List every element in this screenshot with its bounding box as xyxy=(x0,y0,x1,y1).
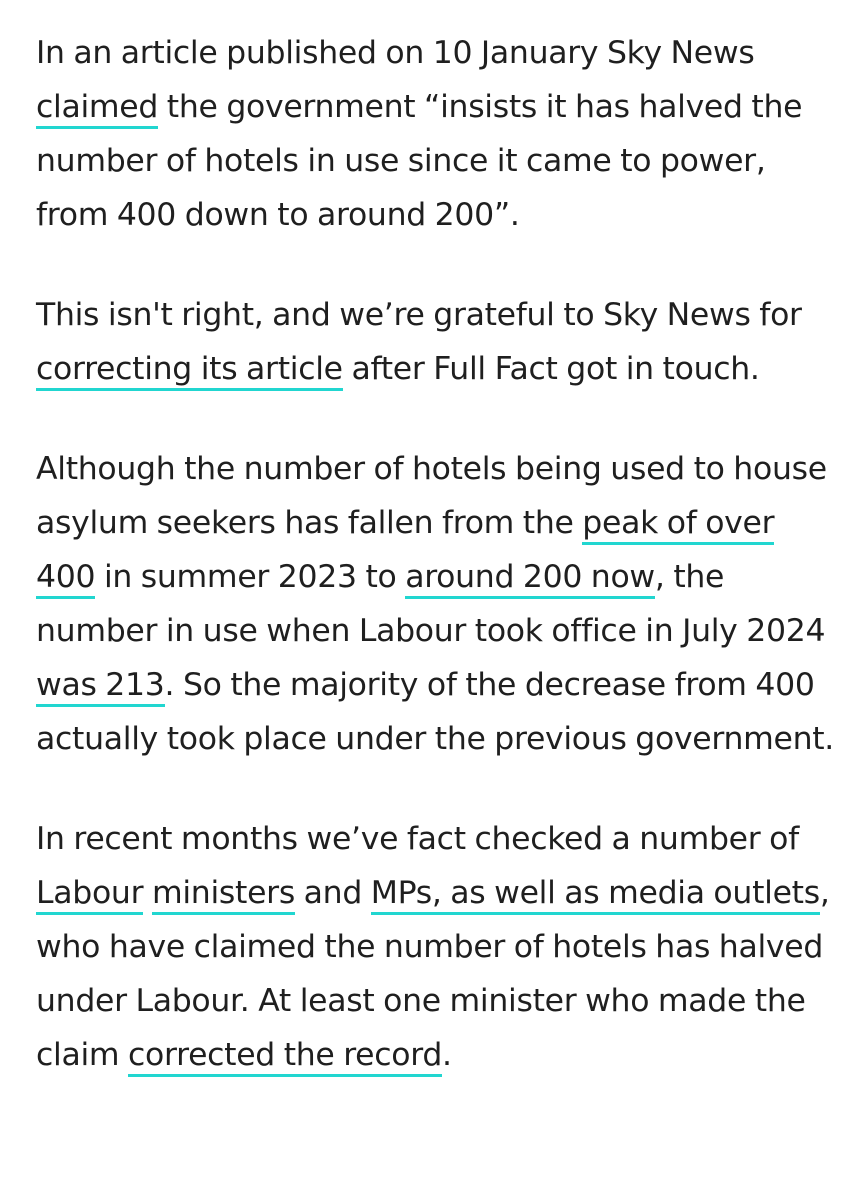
inline-link[interactable]: corrected the record xyxy=(128,1037,442,1077)
paragraph-text xyxy=(143,875,152,911)
paragraph-text: , the number in use when Labour took office in July 2024 xyxy=(36,559,826,649)
inline-link[interactable]: Labour xyxy=(36,875,143,915)
paragraph-text: and xyxy=(294,875,371,911)
paragraph-text: Although the number of hotels being used to house asylum seekers has fallen from the xyxy=(36,451,827,541)
paragraph-text: after Full Fact got in touch. xyxy=(342,351,760,387)
inline-link[interactable]: MPs, as well as media outlets xyxy=(371,875,820,915)
inline-link[interactable]: ministers xyxy=(152,875,295,915)
article-body xyxy=(36,26,836,1082)
paragraph-text: This isn't right, and we’re grateful to Sky News for xyxy=(36,297,802,333)
paragraph-text: . So the majority of the decrease from 400 actually took place under the previous government. xyxy=(36,667,835,757)
inline-link[interactable]: peak of over 400 xyxy=(36,505,774,599)
article-paragraph xyxy=(36,812,836,1082)
paragraph-text: , who have claimed the number of hotels has halved under Labour. At least one minister who made the claim xyxy=(36,875,830,1073)
inline-link[interactable]: around 200 now xyxy=(405,559,655,599)
paragraph-text: the government “insists it has halved the number of hotels in use since it came to power, from 400 down to around 200”. xyxy=(36,89,803,233)
inline-link[interactable]: correcting its article xyxy=(36,351,343,391)
paragraph-text: In recent months we’ve fact checked a number of xyxy=(36,821,799,857)
article-paragraph xyxy=(36,288,836,396)
paragraph-text: In an article published on 10 January Sky News xyxy=(36,35,755,71)
article-paragraph xyxy=(36,442,836,766)
article-paragraph xyxy=(36,26,836,242)
inline-link[interactable]: was 213 xyxy=(36,667,165,707)
paragraph-text: . xyxy=(442,1037,452,1073)
paragraph-text: in summer 2023 to xyxy=(95,559,406,595)
inline-link[interactable]: claimed xyxy=(36,89,158,129)
